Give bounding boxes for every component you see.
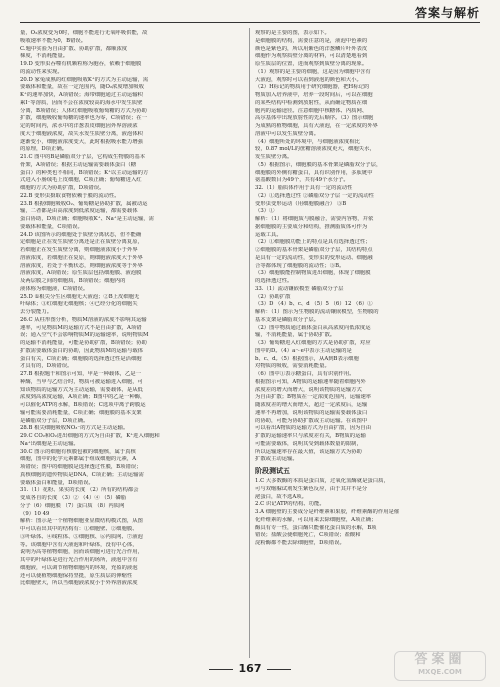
- left-column-text-line: 骨架，A项错误；根据主动运输需要载体蛋白（糖: [20, 161, 137, 168]
- left-column: [20, 30, 250, 652]
- left-column-text-line: 速率，可见物质M的运输方式不是自由扩散，A项错: [20, 324, 142, 331]
- right-column-text-line: （1）观察的是主要的细胞，这是因为细胞中含有: [255, 68, 371, 75]
- left-column-text-line: 量，O₂浓度变为0时，细胞不能进行无氧呼吸供能，故: [20, 30, 148, 36]
- right-column-text-line: 输，不消耗能量，属于协助扩散。: [255, 332, 336, 339]
- right-column-text-line: 解析：（1）将细胞质与膜融合，需要内容物，并依: [255, 216, 374, 222]
- right-column-text-line: （3）①: [255, 208, 275, 215]
- page-header: [0, 0, 500, 24]
- left-column-text-line: 扩散，细胞吸收葡萄糖的速率也为零，C项错误；在一: [20, 115, 147, 122]
- left-column-text-line: （9）10 49: [20, 510, 50, 517]
- right-column-text-line: （2）协助扩散: [255, 293, 291, 300]
- right-column-text-line: 是具有一定的流动性，变形虫的变形运动、细胞融: [255, 254, 373, 261]
- right-column-text-line: 观察的是主要的图，表示如下。: [255, 30, 330, 36]
- right-column-text-line: 氨基酸数目为49个，共有49个水分子。: [255, 177, 349, 184]
- left-column-text-line: 累I⁻等溶质，因而不会在浓度较高的海水中发生质壁: [20, 99, 143, 106]
- left-column-text-line: 的运输不消耗能量，可能是协助扩散，B项错误；协助: [20, 340, 147, 346]
- right-column-text-line: 解析：（1）图示为生物膜的流动镶嵌模型，生物膜的: [255, 309, 379, 315]
- right-column-text-line: （3）细胞膜能控制物质进出细胞，体现了细胞膜: [255, 270, 371, 277]
- left-column-text-line: 要载体和能量，故在一定范围内，随O₂浓度增加吸收: [20, 84, 145, 91]
- left-column-text-line: 20.D 家兔成熟的红细胞吸收K⁺的方式为主动运输，需: [20, 76, 149, 83]
- right-column-text-line: 浓度差的增大而增大，说明该物质的运输方式: [255, 386, 362, 393]
- left-column-text-line: 式进入小肠绒毛上皮细胞，C项正确；葡萄糖进入红: [20, 177, 142, 184]
- left-column-text-line: 29.C CO₂和O₂进出细胞的方式为自由扩散，K⁺进入细胞和: [20, 433, 160, 439]
- left-column-text-line: 输，二者都是由高浓度到低浓度运输，都需要载体: [20, 208, 138, 215]
- left-column-text-line: 细胞液，可以调节植物细胞内的环境，充盈的液泡: [20, 564, 138, 571]
- right-column-text-line: （5）根据图示，细胞膜的基本骨架是磷脂双分子层，: [255, 161, 382, 168]
- left-column-text-line: 可以催化ATP的水解，B项错误；C选项中离子跨膜运: [20, 402, 146, 408]
- left-column-text-line: 分子（6）细胞膜 （7）蛋白质 （8）内质网: [20, 502, 125, 509]
- right-column-text-line: 高尔基体中出现放射性的先后顺序。（3）图示细胞: [255, 115, 374, 122]
- right-column-text-line: 变形虫变形运动（用细胞膜融合） ③B: [255, 200, 347, 207]
- watermark-logo: [394, 651, 486, 681]
- right-column-text-line: 速率不再增加，说明该物质的运输需要载体蛋白: [255, 409, 368, 416]
- right-column-text-line: （2）图中物质通过载体蛋白从高浓度向低浓度运: [255, 324, 371, 331]
- left-column-text-line: 才具有的，D项错误。: [20, 363, 73, 370]
- right-column-text-line: 的协助，可能为协助扩散或主动运输。在该图中: [255, 417, 368, 424]
- left-column-text-line: 细胞的方式为协助扩散，D项错误。: [20, 185, 105, 191]
- right-column-text-line: （2）①细胞膜功能上的特点是具有选择透过性；: [255, 239, 371, 246]
- left-column-text-line: 蛋白）的种类也不相同，B项错误；K⁺以主动运输的方: [20, 169, 149, 176]
- left-column-text-line: Na⁺出细胞是主动运输。: [20, 440, 79, 447]
- right-column-text-line: 溶液中可以发生质壁分离。: [255, 130, 320, 137]
- left-column-text-line: 等。该细胞中含有大液泡和叶绿体，没有中心体，: [20, 541, 138, 548]
- left-column-text-line: 扩散需要载体蛋白的协助，因此物质M的运输与载体: [20, 347, 144, 354]
- watermark-url: MXQE.COM: [418, 668, 462, 676]
- left-column-text-line: 液体称为细胞液，C项错误。: [20, 285, 89, 292]
- left-column-text-line: 19.D 变形虫吞噬有机颗粒称为胞吞，依赖于细胞膜: [20, 61, 142, 67]
- right-column-text-line: 扩散的运输速率只与浓度差有关，B物质的运输: [255, 433, 366, 439]
- right-column-text-line: 的某些结构中检测到放射性，从而确定物质在细: [255, 99, 368, 106]
- right-column-text-line: 的选择透过性。: [255, 278, 293, 284]
- left-column-text-line: 定细胞是正在发生质壁分离还是正在质壁分离复原，: [20, 239, 143, 246]
- right-column-text-line: （3）葡萄糖进入红细胞的方式是协助扩散，对应: [255, 340, 371, 346]
- right-column-text-line: 3.A 细胞壁的主要成分是纤维素和果胶，纤维素酶的作用是催: [255, 509, 400, 515]
- right-column-text-line: 扩散或主动运输。: [255, 456, 298, 463]
- right-column-text-line: （6）图中①表示糖蛋白，具有识别作用。: [255, 371, 355, 377]
- left-column-text-line: 逐渐变小，细胞液浓度变大，此时根据吸水能力增强: [20, 138, 143, 145]
- left-column-text-line: 度大于细胞液浓度，故失水发生质壁分离，液泡体积: [20, 130, 143, 137]
- right-column-text-line: 可能需要载体，说明其受到载体数量的限制，: [255, 440, 362, 447]
- left-column-text-line: 的流动性来实现。: [20, 68, 63, 75]
- left-column-text-line: 说明为高等植物细胞，因而该细胞可进行光合作用，: [20, 549, 143, 556]
- left-column-text-line: 若细胞正在发生质壁分离，则细胞液浓度小于外界: [20, 247, 138, 253]
- right-column-text-line: 所以运输速率存在最大值，该运输方式为协助: [255, 448, 362, 455]
- left-column-text-line: 定的时间内，浓水中的洋葱表皮细胞因外界溶液浓: [20, 123, 138, 129]
- right-column-text-line: （4）细胞所处的环境中，与细胞液浓度相比: [255, 138, 360, 145]
- left-column-text-line: K⁺的速率加快，A项错误；海带细胞通过主动运输积: [20, 92, 143, 98]
- left-column-text-line: 吸收速率不能为0，B错误。: [20, 37, 87, 44]
- left-column-text-line: 变成各自的长度 （3）② （4）④ （5）磷脂: [20, 495, 127, 501]
- right-column-text-line: 化纤维素的水解，可以用来去除细胞壁，A项正确；: [255, 516, 377, 523]
- right-column-text-line: 为自由扩散；B物质在一定浓度范围内，运输速率: [255, 394, 372, 401]
- right-column-text-line: 运载工具。: [255, 231, 282, 238]
- right-column-text-line: 大液泡，观察时可以看到液泡的颜色和大小。: [255, 76, 362, 83]
- left-column-text-line: 蛋白有关，C项正确；细胞膜的选择透过性是活细胞: [20, 355, 142, 362]
- header-rule: [20, 22, 480, 23]
- right-column-text-line: 1.C 大多数酶的本质是蛋白质，过氧化氢酶就是蛋白质，: [255, 478, 389, 484]
- right-column-text-line: 错误；盐酸会使细胞死亡，C项错误；盐酸和: [255, 532, 361, 539]
- left-column-text-line: 是磷脂双分子层，D项正确。: [20, 417, 89, 424]
- right-column-text-line: （2）H标记的物质用于研究细胞器，把H标记的: [255, 84, 370, 91]
- left-column-text-line: C.题中实验为自由扩散、协助扩散，都顺浓度: [20, 45, 128, 52]
- left-column-text-line: ③叶绿体、④线粒体、⑤细胞核、⑥内质网、⑦液泡: [20, 533, 143, 540]
- left-column-text-line: 分离，B项错误；人体红细胞吸收葡萄糖的方式为协助: [20, 107, 147, 114]
- left-column-text-line: 溶液浓度，A项错误；原生质层包括细胞膜、液泡膜: [20, 270, 142, 277]
- right-column-text-line: 图中的D。（4）a～e中表示主动运输的是: [255, 347, 352, 354]
- left-column-text-line: 误；通入空气不会影响物质M的运输速率，说明物质M: [20, 332, 149, 339]
- header-title: 答案与解析: [414, 6, 480, 20]
- right-column-text-line: 原生质层的位置，进而观察到质壁分离的现象。: [255, 61, 368, 67]
- right-column-text-line: 合等都体现了细胞膜的流动性；③B。: [255, 262, 345, 269]
- right-column-text-line: （2）①选择透过性 ②磷脂双分子层 一定的流动性: [255, 192, 375, 199]
- left-column-text-line: 解析：图示是一个植物细胞亚显微结构模式图，从图: [20, 518, 143, 525]
- right-column-text-line: 淀粉酶都不能去除细胞壁，D项错误。: [255, 540, 345, 546]
- left-column-text-line: 31.（1）花粉、果实的长度 （2）所有的结构都会: [20, 487, 139, 494]
- left-column-text-line: 溶液浓度，若处于平衡状态，则细胞液浓度等于外界: [20, 262, 143, 269]
- left-column-text-line: 细胞，图中的化学元素都属于组成细胞的元素，A: [20, 456, 137, 463]
- right-column-text-line: 32.（1）脂质体作用于具有一定的流动性: [255, 185, 353, 191]
- right-column-text-line: 对物质的吸收，需要消耗能量。: [255, 363, 330, 370]
- right-column-text-line: （3）D （4）b、c、d （5）5 （6）12 （6）①: [255, 301, 373, 308]
- left-column-text-line: 要载体和能量，C项错误。: [20, 223, 83, 230]
- right-column-text-line: 33.（1）流动镶嵌模型 磷脂双分子层: [255, 285, 344, 292]
- left-column-text-line: 及两层膜之间的细胞质，B项错误；细胞内的: [20, 278, 126, 284]
- left-column-text-line: 项错误；图中的细胞膜是选择透过性膜，B项错误；: [20, 464, 142, 470]
- column-divider: [249, 28, 250, 658]
- left-column-text-line: 还可以使植物细胞保持坚挺，原生质层的伸缩性: [20, 572, 133, 579]
- left-column-text-line: 23.B 根据细胞吸收O₂、葡萄糖是协助扩散，属被动运: [20, 200, 148, 207]
- left-column-text-line: 梯度，不消耗能量。: [20, 53, 69, 60]
- right-column-text-line: 据细胞膜的主要成分和结构，推测脂质体可作为: [255, 223, 368, 230]
- right-column: [255, 30, 485, 652]
- left-column-text-line: 溶液浓度，若细胞正在复原，则细胞液浓度大于外界: [20, 254, 143, 261]
- left-column-text-line: 24.D 该图所示的细胞处于质壁分离状态，但不能确: [20, 231, 142, 238]
- left-column-text-line: 浓度到高浓度运输，A项正确；B图中的乙是一种酶，: [20, 394, 146, 401]
- left-column-text-line: 中可以看出其中的结构有：①细胞壁、②细胞膜、: [20, 526, 138, 532]
- left-column-text-line: 知该物质的运输方式为主动运输，需要载体，是从低: [20, 386, 143, 393]
- left-column-text-line: 26.C 从柱形图分析，物质M溶液的浓度不影响其运输: [20, 316, 147, 323]
- right-column-text-line: ②细胞膜的基本骨架是磷脂双分子层，其结构特点: [255, 247, 373, 253]
- right-column-text-line: 细胞作为观察质壁分离的材料，可以清楚地看到: [255, 53, 368, 60]
- left-column-text-line: 28.B 根尖细胞吸收NO₃⁻的方式是主动运输。: [20, 425, 129, 432]
- right-column-text-line: 基本支架是磷脂双分子层。: [255, 316, 320, 323]
- left-column-text-line: 22.B 变形虫摄取食物依赖于膜的流动性。: [20, 192, 120, 199]
- right-column-text-line: 颜色是紫色的，所以用紫色的洋葱鳞片叶外表皮: [255, 45, 368, 52]
- right-column-text-line: 发生质壁分离。: [255, 154, 293, 160]
- left-column-text-line: 去分裂能力。: [20, 309, 53, 315]
- right-column-text-line: 随浓度差的增大而增大，超过一定浓度后，运输: [255, 402, 368, 408]
- right-column-text-line: 较，0.87 mol/L的蔗糖溶液浓度更大，细胞失水，: [255, 146, 375, 153]
- right-column-text-line: 为成熟的植物细胞，具有大液泡，在一定浓度的外界: [255, 123, 378, 129]
- left-column-text-line: 比细胞壁大，所以当细胞液浓度小于外界溶液浓度: [20, 580, 138, 587]
- right-column-text-line: 2.C 识记ATP的结构、功能。: [255, 501, 325, 508]
- right-column-text-line: 酶具有专一性，蛋白酶只能催化蛋白质的水解，B项: [255, 524, 377, 531]
- right-column-text-line: b、c、d。（5）根据图示，从A到B表示细胞: [255, 355, 359, 362]
- left-column-text-line: 25.D ①根尖分生区细胞无大液泡；②B上皮细胞无: [20, 293, 140, 300]
- right-column-text-line: 是细胞膜的结构，需要注意的是，液泡中色素的: [255, 37, 368, 44]
- right-column-text-line: 可以看出A物质的运输方式为自由扩散，因为自由: [255, 425, 372, 432]
- right-column-text-line: 泌蛋白，故不选A项。: [255, 493, 307, 500]
- section-title: 阶段测试五: [255, 467, 290, 475]
- left-column-text-line: 叶绿体；③红细胞无细胞核；④已经分化的细胞失: [20, 301, 138, 308]
- right-column-text-line: 可与双缩脲试剂发生紫色反应，由于其并不是分: [255, 485, 368, 492]
- page-number: 167: [0, 662, 500, 675]
- right-column-text-line: 根据图示可知，A物质的运输速率随着细胞内外: [255, 378, 366, 385]
- left-column-text-line: 其中的叶绿体是进行光合作用的场所，液泡中含有: [20, 557, 138, 563]
- right-column-text-line: 胞内的运输途径。注意细胞中核糖体、内质网、: [255, 107, 368, 114]
- watermark-logo-text: 答案圈: [414, 652, 466, 667]
- left-column-text-line: 真核细胞的遗传物质是DNA，C项正确；主动运输需: [20, 471, 144, 478]
- left-column-text-line: 27.B 根据题干和图示可知，甲是一种载体，乙是一: [20, 371, 141, 377]
- left-column-text-line: 蛋白协助，D项正确；细胞吸收K⁺、Na⁺是主动运输，需: [20, 216, 154, 222]
- right-column-text-line: 物质加入培养液中，培养一段时间后，可以在细胞: [255, 92, 373, 98]
- right-column-text-line: 细胞膜的外侧有糖蛋白，具有识别作用，多肽链中: [255, 169, 373, 176]
- left-column-text-line: 要载体蛋白和能量，D项错误。: [20, 479, 94, 486]
- left-column-text-line: 输可能需要消耗能量，C项正确；细胞膜的基本支架: [20, 409, 142, 416]
- left-column-text-line: 的原理，D项正确。: [20, 146, 68, 153]
- left-column-text-line: 21.C 图中的B是磷脂双分子层，它构成生物膜的基本: [20, 154, 146, 160]
- left-column-text-line: 30.C 图示的细胞有核膜包被的细胞核，属于真核: [20, 448, 136, 455]
- left-column-text-line: 种酶，当甲与乙结合时，物质可被运输进入细胞，可: [20, 378, 143, 385]
